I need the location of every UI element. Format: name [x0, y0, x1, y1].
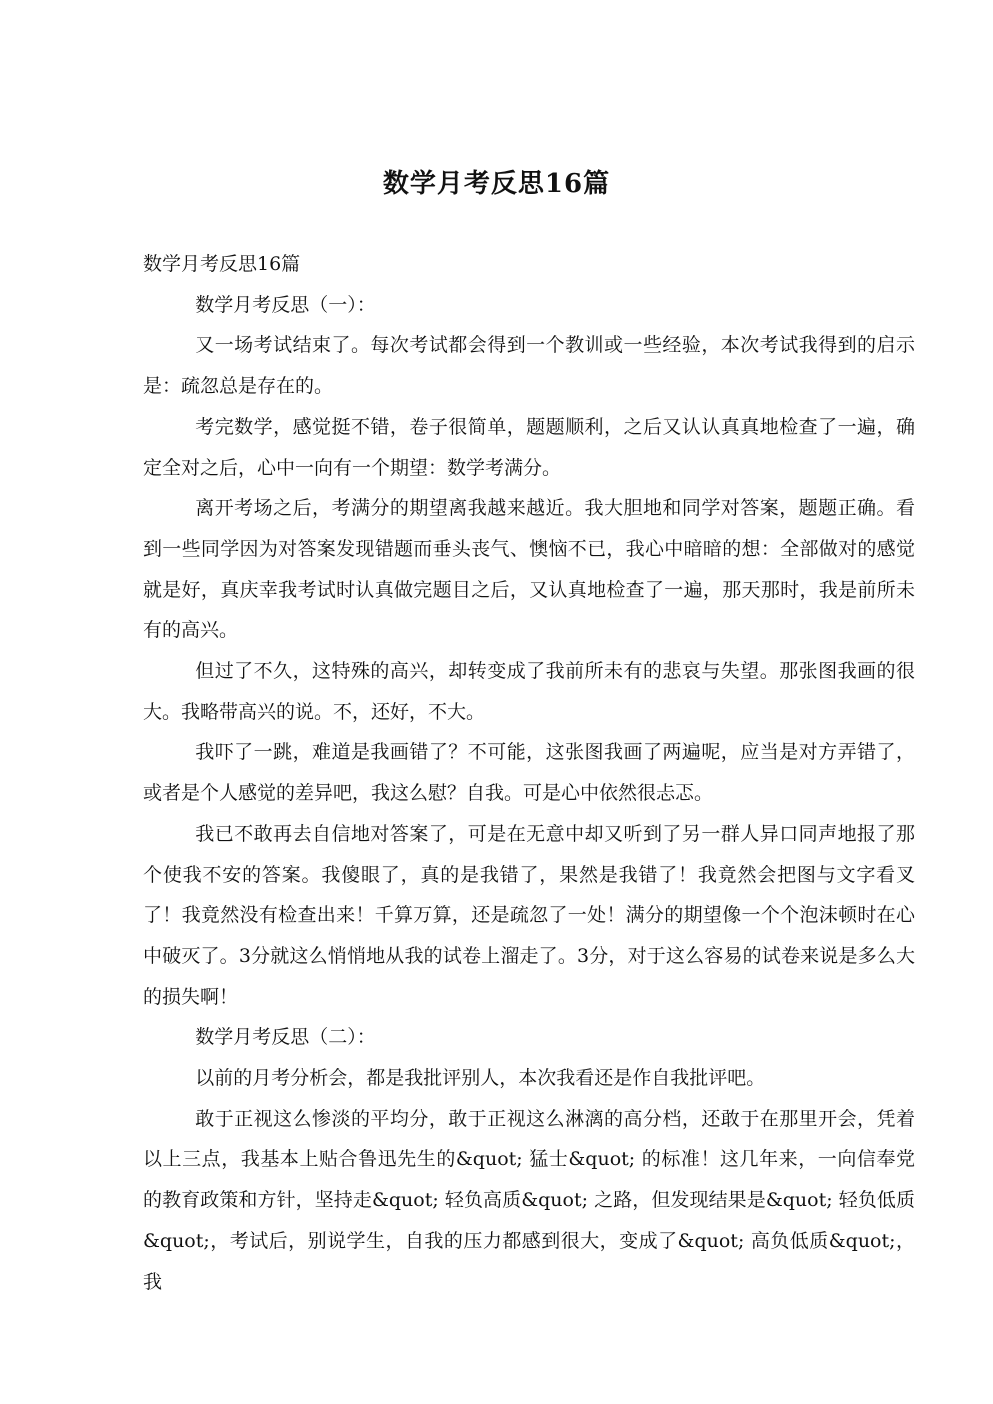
- body-paragraph: 考完数学，感觉挺不错，卷子很简单，题题顺利，之后又认认真真地检查了一遍，确定全对之后，心中一向有一个期望：数学考满分。: [143, 415, 915, 479]
- section-heading-2: 数学月考反思（二）：: [195, 1026, 376, 1049]
- document-body: [143, 244, 915, 1302]
- body-paragraph: 我已不敢再去自信地对答案了，可是在无意中却又听到了另一群人异口同声地报了那个使我不安的答案。我傻眼了，真的是我错了，果然是我错了！我竟然会把图与文字看叉了！我竟然没有检查出来！千算万算，还是疏忽了一处！满分的期望像一个个泡沫顿时在心中破灭了。3分就这么悄悄地从我的试卷上溜走了。3分，对于这么容易的试卷来说是多么大的损失啊！: [143, 822, 915, 1008]
- body-paragraph: 以前的月考分析会，都是我批评别人，本次我看还是作自我批评吧。: [195, 1067, 766, 1090]
- subtitle-paragraph: 数学月考反思16篇: [143, 253, 301, 275]
- body-paragraph: 敢于正视这么惨淡的平均分，敢于正视这么淋漓的高分档，还敢于在那里开会，凭着以上三点，我基本上贴合鲁迅先生的&quot; 猛士&quot; 的标准！这几年来，一向信奉党的教育政策和方针，坚持走&quot; 轻负高质&quot; 之路，但发现结果是&quot; 轻负低质&quot;，考试后，别说学生，自我的压力都感到很大，变成了&quot; 高负低质&quot;，我: [143, 1107, 915, 1293]
- body-paragraph: 又一场考试结束了。每次考试都会得到一个教训或一些经验，本次考试我得到的启示是：疏忽总是存在的。: [143, 334, 915, 398]
- body-paragraph: 但过了不久，这特殊的高兴，却转变成了我前所未有的悲哀与失望。那张图我画的很大。我略带高兴的说。不，还好，不大。: [143, 660, 915, 723]
- body-paragraph: 离开考场之后，考满分的期望离我越来越近。我大胆地和同学对答案，题题正确。看到一些同学因为对答案发现错题而垂头丧气、懊恼不已，我心中暗暗的想：全部做对的感觉就是好，真庆幸我考试时认真做完题目之后，又认真地检查了一遍，那天那时，我是前所未有的高兴。: [143, 497, 915, 642]
- body-paragraph: 我吓了一跳，难道是我画错了？不可能，这张图我画了两遍呢，应当是对方弄错了，或者是个人感觉的差异吧，我这么慰？自我。可是心中依然很忐忑。: [143, 741, 915, 805]
- section-heading-1: 数学月考反思（一）：: [195, 293, 376, 316]
- document-title: 数学月考反思16篇: [382, 169, 611, 199]
